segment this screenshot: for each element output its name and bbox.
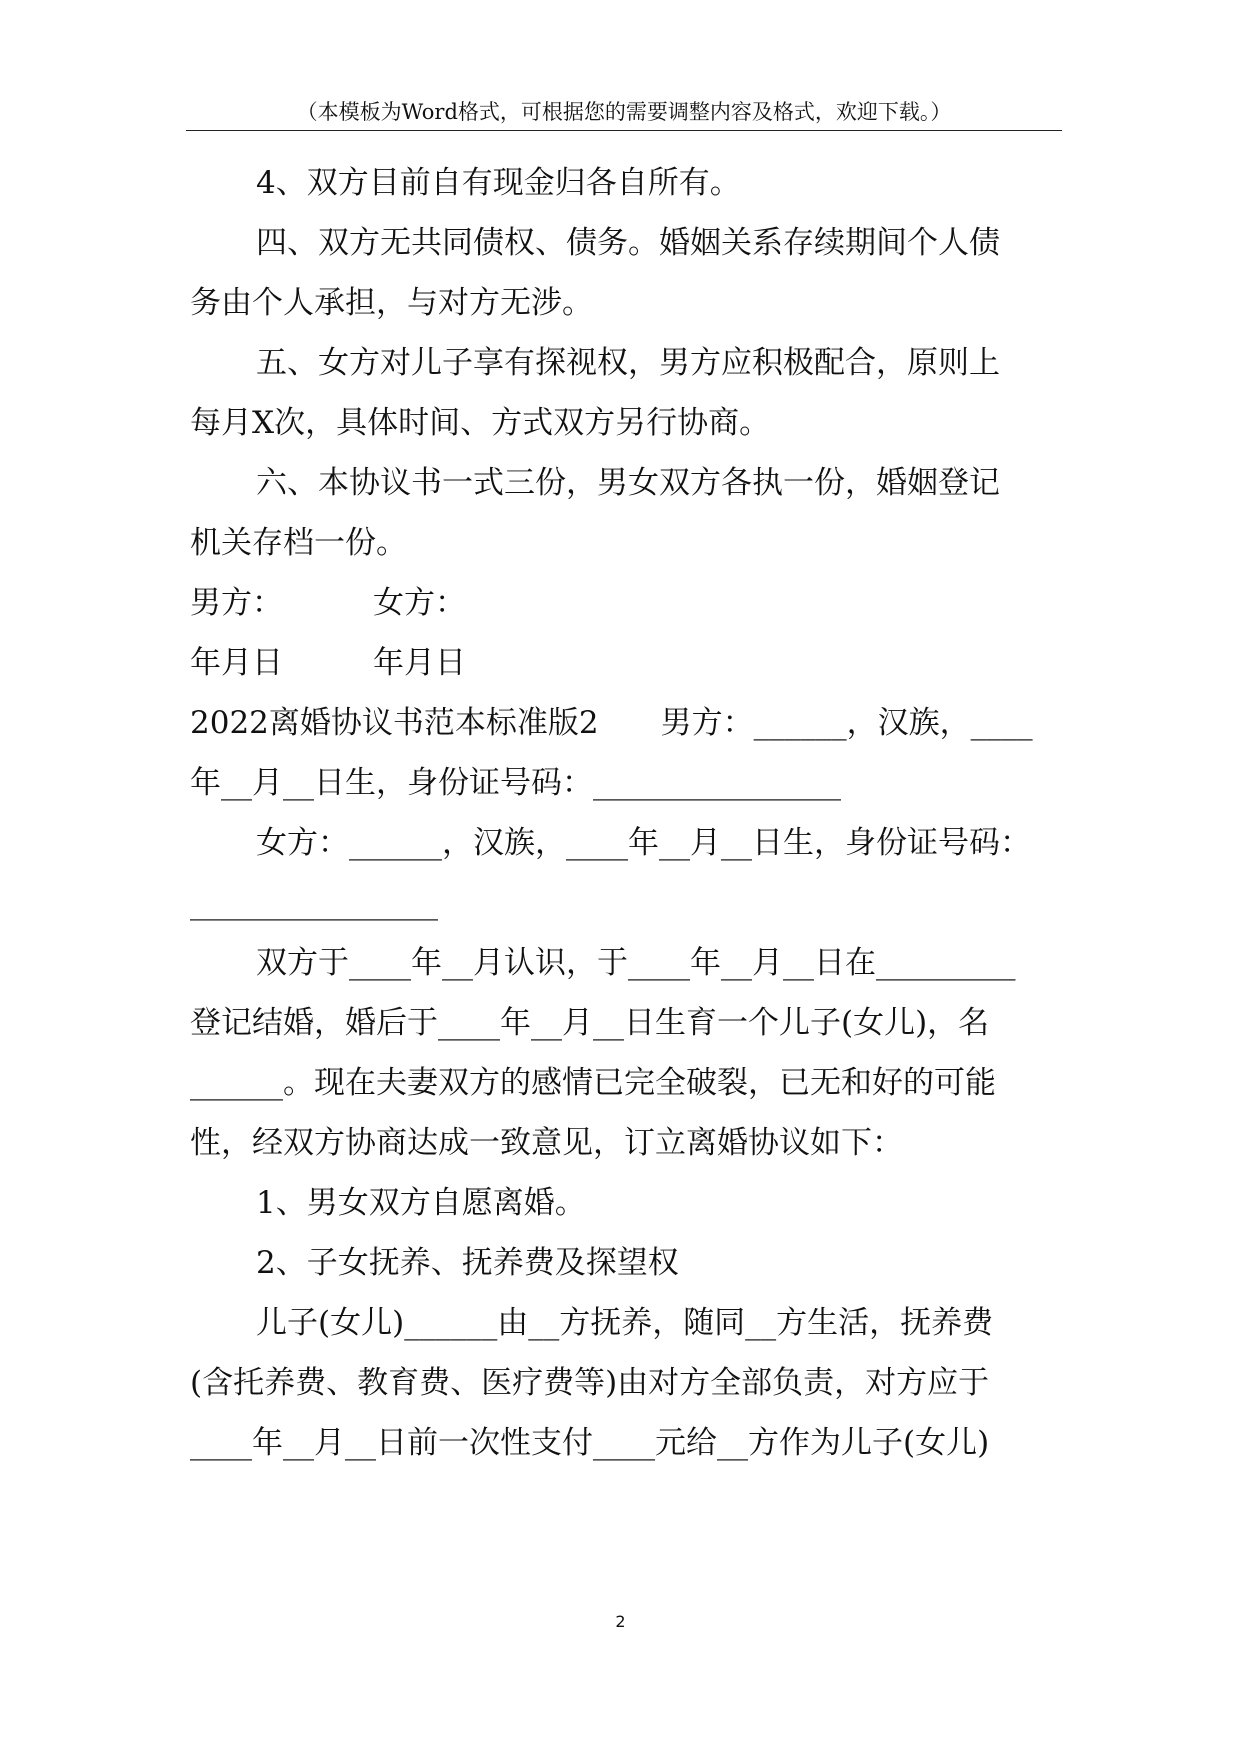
clause-debt-cont: 务由个人承担，与对方无涉。 [190,285,593,321]
clause-child-custody-cont: (含托养费、教育费、医疗费等)由对方全部负责，对方应于 [190,1365,990,1401]
page-number: 2 [615,1612,626,1631]
signature-row [190,573,1060,633]
marriage-info-line-3: ______。现在夫妻双方的感情已完全破裂，已无和好的可能 [190,1065,996,1101]
clause-visitation-cont: 每月X次，具体时间、方式双方另行协商。 [190,405,771,441]
marriage-info-line: 双方于____年__月认识，于____年__月__日在_________ [256,945,1016,981]
male-signature-label: 男方： [190,585,283,621]
clause-copies-cont: 机关存档一份。 [190,525,407,561]
agreement-title-line: 2022离婚协议书范本标准版2 男方：______，汉族，____ [190,705,1033,741]
female-id-line: ________________ [190,885,438,921]
header-divider [186,130,1062,131]
date-row [190,633,1060,693]
female-date-label: 年月日 [373,645,466,681]
clause-voluntary-divorce: 1、男女双方自愿离婚。 [256,1185,586,1221]
male-info-line: 年__月__日生，身份证号码：________________ [190,765,841,801]
document-body [190,153,1060,1473]
clause-visitation: 五、女方对儿子享有探视权，男方应积极配合，原则上 [256,345,1000,381]
clause-debt: 四、双方无共同债权、债务。婚姻关系存续期间个人债 [256,225,1000,261]
template-note-header: （本模板为Word格式，可根据您的需要调整内容及格式，欢迎下载。） [296,100,952,124]
marriage-info-line-4: 性，经双方协商达成一致意见，订立离婚协议如下： [190,1125,903,1161]
clause-cash: 4、双方目前自有现金归各自所有。 [256,165,741,201]
clause-copies: 六、本协议书一式三份，男女双方各执一份，婚姻登记 [256,465,1000,501]
clause-child-custody-cont-2: ____年__月__日前一次性支付____元给__方作为儿子(女儿) [190,1425,990,1461]
clause-child-custody: 儿子(女儿)______由__方抚养，随同__方生活，抚养费 [256,1305,994,1341]
female-signature-label: 女方： [373,585,466,621]
clause-child-support-heading: 2、子女抚养、抚养费及探望权 [256,1245,679,1281]
male-date-label: 年月日 [190,645,283,681]
marriage-info-line-2: 登记结婚，婚后于____年__月__日生育一个儿子(女儿)，名 [190,1005,990,1041]
female-info-line: 女方：______，汉族，____年__月__日生，身份证号码： [256,825,1031,861]
